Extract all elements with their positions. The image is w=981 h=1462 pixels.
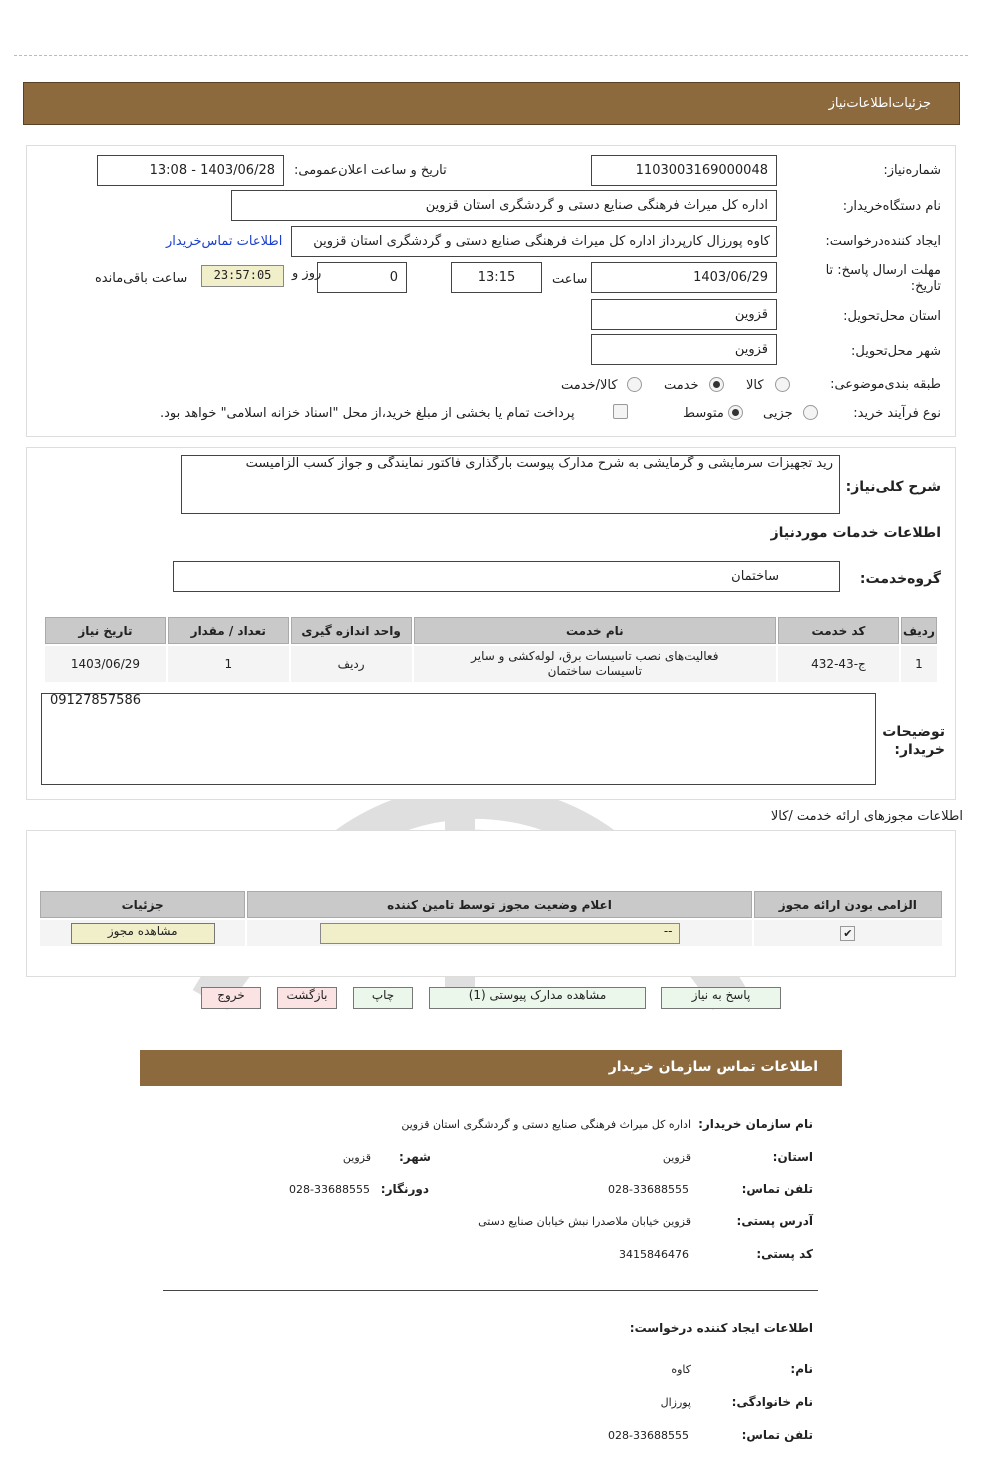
col-permit-required: الزامی بودن ارائه مجوز xyxy=(754,891,942,918)
permits-table xyxy=(38,889,944,948)
announce-field: 1403/06/28 - 13:08 xyxy=(97,155,284,186)
category-option-service: خدمت xyxy=(664,378,699,393)
creator-phone-value: 028-33688555 xyxy=(608,1429,689,1442)
col-service-name: نام خدمت xyxy=(414,617,777,644)
cell-quantity: 1 xyxy=(168,646,289,682)
fax-label: دورنگار: xyxy=(380,1182,429,1196)
province-field: قزوین xyxy=(591,299,777,330)
family-value: پورزال xyxy=(660,1396,691,1409)
creator-label: ایجاد کننده‌درخواست: xyxy=(825,234,941,249)
cell-unit: ردیف xyxy=(291,646,412,682)
cell-permit-details xyxy=(40,920,245,946)
col-need-date: تاریخ نیاز xyxy=(45,617,166,644)
buyer-org-label: نام دستگاه‌خریدار: xyxy=(842,199,941,214)
services-title: اطلاعات خدمات مورد‌نیاز xyxy=(770,525,941,541)
col-permit-status: اعلام وضعیت مجوز توسط تامین کننده xyxy=(247,891,751,918)
services-table-header xyxy=(45,617,937,644)
service-group-label: گروه‌خدمت: xyxy=(859,571,941,587)
buyer-org-field: اداره کل میراث فرهنگی صنایع دستی و گردشگری استان قزوین xyxy=(231,190,777,221)
time-label: ساعت xyxy=(552,272,588,287)
need-number-label: شماره‌نیاز: xyxy=(883,163,941,178)
category-radio-goods[interactable] xyxy=(775,377,790,392)
table-row xyxy=(45,646,937,682)
buyer-notes-textarea: 09127857586 xyxy=(41,693,876,785)
need-number-field: 1103003169000048 xyxy=(591,155,777,186)
announce-label: تاریخ و ساعت اعلان‌عمومی: xyxy=(294,163,447,178)
treasury-payment-note: پرداخت تمام یا بخشی از مبلغ خرید،از محل "اسناد خزانه اسلامی" خواهد بود. xyxy=(160,406,575,421)
category-radio-both[interactable] xyxy=(627,377,642,392)
process-radio-medium[interactable] xyxy=(728,405,743,420)
creator-phone-label: تلفن تماس: xyxy=(741,1428,813,1442)
treasury-payment-checkbox[interactable] xyxy=(613,404,628,419)
process-radio-minor[interactable] xyxy=(803,405,818,420)
category-option-goods: کالا xyxy=(746,378,764,393)
creator-info-title: اطلاعات ایجاد کننده درخواست: xyxy=(629,1321,813,1335)
family-label: نام خانوادگی: xyxy=(731,1395,813,1409)
col-quantity: تعداد / مقدار xyxy=(168,617,289,644)
top-divider xyxy=(14,55,968,56)
city-label: شهر محل‌تحویل: xyxy=(851,344,941,359)
org-label: نام سازمان خریدار: xyxy=(698,1117,813,1131)
remaining-timer: 23:57:05 xyxy=(201,265,284,287)
buyer-contact-header xyxy=(140,1050,842,1086)
description-textarea: رید تجهیزات سرمایشی و گرمایشی به شرح مدارک پیوست بارگذاری فاکتور نمایندگی و جواز کسب الزامیست xyxy=(181,455,840,514)
contact-divider xyxy=(163,1290,818,1291)
category-label: طبقه بندی‌موضوعی: xyxy=(830,377,941,392)
fax-value: 028-33688555 xyxy=(289,1183,370,1196)
creator-field: کاوه پورزال کارپرداز اداره کل میراث فرهنگی صنایع دستی و گردشگری استان قزوین xyxy=(291,226,777,257)
cell-permit-required xyxy=(754,920,942,946)
category-option-both: کالا/خدمت xyxy=(561,378,618,393)
print-button[interactable]: چاپ xyxy=(353,987,413,1009)
province-info-value: قزوین xyxy=(662,1151,691,1164)
postal-value: 3415846476 xyxy=(619,1248,689,1261)
col-unit: واحد اندازه گیری xyxy=(291,617,412,644)
view-permit-button[interactable]: مشاهده مجوز xyxy=(71,923,215,944)
permits-title: اطلاعات مجوزهای ارائه خدمت /کالا xyxy=(770,809,963,824)
address-value: قزوین خیابان ملاصدرا نبش خیابان صنایع دستی xyxy=(478,1215,691,1228)
city-field: قزوین xyxy=(591,334,777,365)
page-header xyxy=(23,82,960,125)
process-option-medium: متوسط xyxy=(683,406,724,421)
page-title: جزئیات‌اطلاعات‌نیاز xyxy=(828,96,931,111)
service-group-field: ساختمان xyxy=(173,561,840,592)
city-info-label: شهر: xyxy=(399,1150,431,1164)
province-label: استان محل‌تحویل: xyxy=(843,309,941,324)
permit-status-field[interactable]: -- xyxy=(320,923,680,944)
name-value: کاوه xyxy=(671,1363,691,1376)
col-row: ردیف xyxy=(901,617,937,644)
process-label: نوع فرآیند خرید: xyxy=(853,406,941,421)
process-option-minor: جزیی xyxy=(763,406,793,421)
phone-label: تلفن تماس: xyxy=(741,1182,813,1196)
days-field: 0 xyxy=(317,262,407,293)
cell-service-code: ج-43-432 xyxy=(778,646,899,682)
permit-required-checkbox[interactable]: ✔ xyxy=(840,926,855,941)
permits-table-header xyxy=(40,891,942,918)
deadline-date-field: 1403/06/29 xyxy=(591,262,777,293)
buyer-contact-title: اطلاعات تماس سازمان خریدار xyxy=(608,1059,818,1075)
days-label: روز و xyxy=(292,266,322,281)
province-info-label: استان: xyxy=(772,1150,813,1164)
back-button[interactable]: بازگشت xyxy=(277,987,337,1009)
address-label: آدرس پستی: xyxy=(736,1214,813,1228)
remaining-label: ساعت باقی‌مانده xyxy=(95,271,188,286)
org-value: اداره کل میراث فرهنگی صنایع دستی و گردشگری استان قزوین xyxy=(401,1118,691,1131)
col-service-code: کد خدمت xyxy=(778,617,899,644)
deadline-time-field: 13:15 xyxy=(451,262,542,293)
category-radio-service[interactable] xyxy=(709,377,724,392)
postal-label: کد پستی: xyxy=(756,1247,813,1261)
cell-permit-status xyxy=(247,920,751,946)
city-info-value: قزوین xyxy=(342,1151,371,1164)
name-label: نام: xyxy=(790,1362,813,1376)
exit-button[interactable]: خروج xyxy=(201,987,261,1009)
buyer-notes-label: توضیحات خریدار: xyxy=(882,724,945,758)
deadline-label: مهلت ارسال پاسخ: تا تاریخ: xyxy=(825,263,941,294)
col-permit-details: جزئیات xyxy=(40,891,245,918)
services-table xyxy=(43,615,939,684)
buyer-contact-link[interactable]: اطلاعات تماس‌خریدار xyxy=(166,234,283,249)
reply-button[interactable]: پاسخ به نیاز xyxy=(661,987,781,1009)
phone-value: 028-33688555 xyxy=(608,1183,689,1196)
cell-need-date: 1403/06/29 xyxy=(45,646,166,682)
cell-row: 1 xyxy=(901,646,937,682)
table-row xyxy=(40,920,942,946)
attachments-button[interactable]: مشاهده مدارک پیوستی (1) xyxy=(429,987,646,1009)
cell-service-name: فعالیت‌های نصب تاسیسات برق، لوله‌کشی و سایر تاسیسات ساختمان xyxy=(414,646,777,682)
description-label: شرح کلی‌نیاز: xyxy=(845,479,941,495)
